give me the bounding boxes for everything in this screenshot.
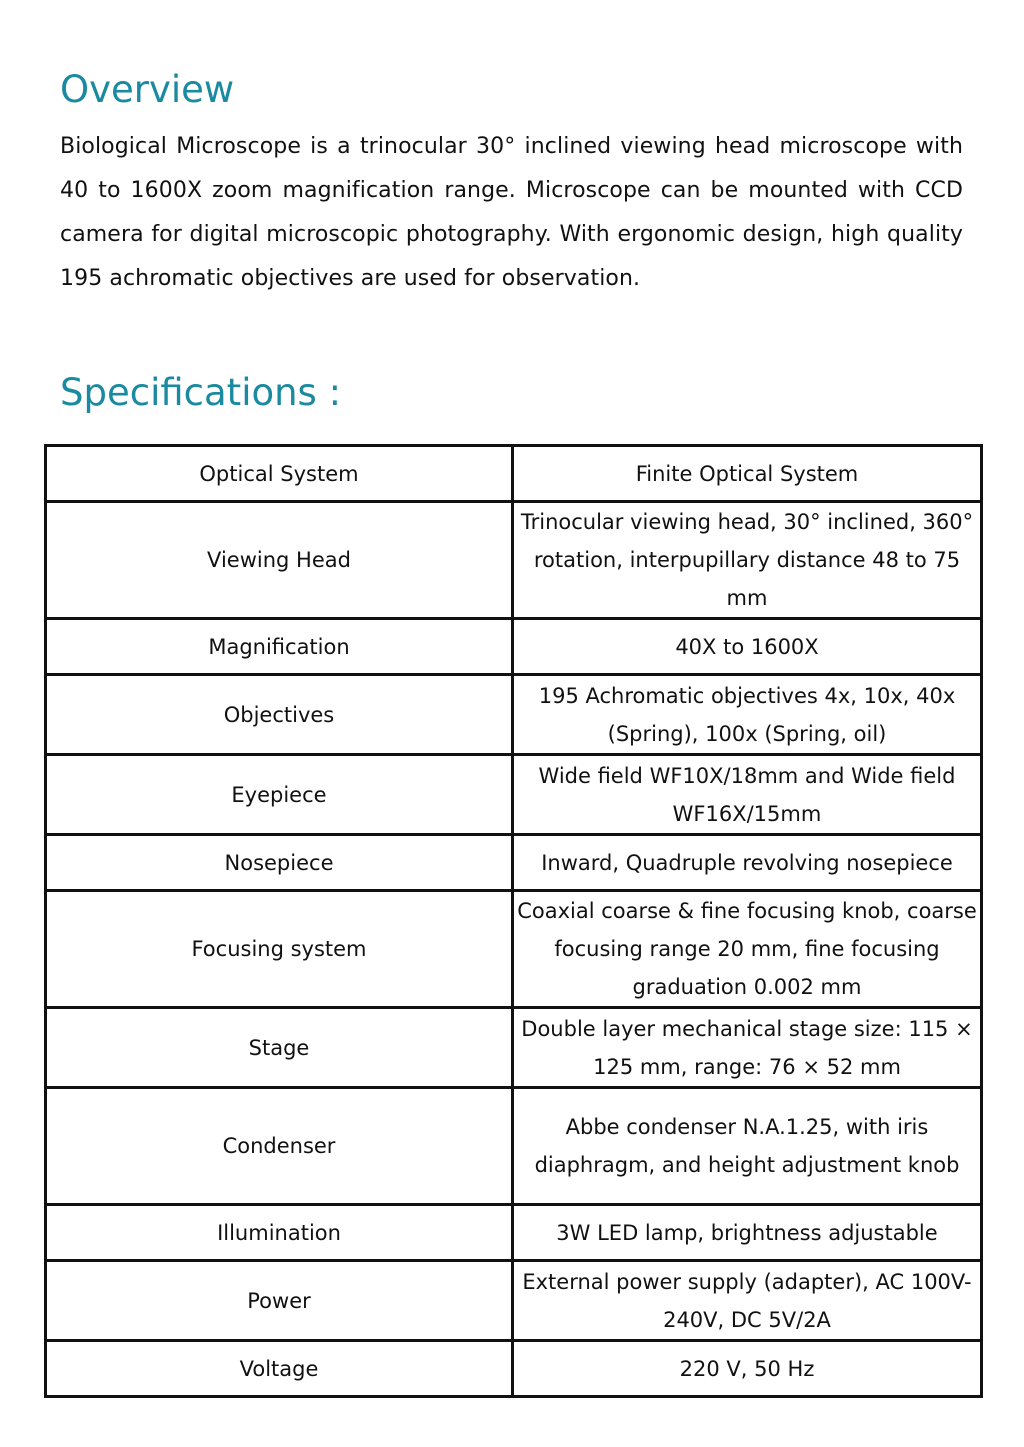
table-row (46, 1261, 982, 1341)
spec-value: Inward, Quadruple revolving nosepiece (513, 835, 982, 891)
spec-value: 220 V, 50 Hz (513, 1341, 982, 1397)
spec-label: Magnification (46, 619, 513, 675)
spec-value: Double layer mechanical stage size: 115 × 125 mm, range: 76 × 52 mm (513, 1008, 982, 1088)
table-row (46, 675, 982, 755)
spec-label: Objectives (46, 675, 513, 755)
table-row (46, 502, 982, 619)
spec-value: Finite Optical System (513, 446, 982, 502)
spec-value: Trinocular viewing head, 30° inclined, 360° rotation, interpupillary distance 48 to 75 mm (513, 502, 982, 619)
table-row (46, 891, 982, 1008)
table-row (46, 1008, 982, 1088)
spec-value: 40X to 1600X (513, 619, 982, 675)
spec-value: Wide field WF10X/18mm and Wide field WF16X/15mm (513, 755, 982, 835)
spec-label: Power (46, 1261, 513, 1341)
spec-label: Nosepiece (46, 835, 513, 891)
overview-paragraph: Biological Microscope is a trinocular 30° inclined viewing head microscope with 40 to 1600X zoom magnification range. Microscope can be mounted with CCD camera for digital microscopic photography. With ergonomic design, high quality 195 achromatic objectives are used for observation. (60, 134, 963, 291)
spec-label: Eyepiece (46, 755, 513, 835)
spec-value: 3W LED lamp, brightness adjustable (513, 1205, 982, 1261)
overview-heading: Overview (60, 68, 235, 111)
specifications-heading: Specifications : (60, 371, 342, 414)
table-row (46, 755, 982, 835)
spec-label: Viewing Head (46, 502, 513, 619)
spec-value: 195 Achromatic objectives 4x, 10x, 40x (Spring), 100x (Spring, oil) (513, 675, 982, 755)
table-row (46, 835, 982, 891)
spec-label: Condenser (46, 1088, 513, 1205)
spec-value: Coaxial coarse & fine focusing knob, coarse focusing range 20 mm, fine focusing graduation 0.002 mm (513, 891, 982, 1008)
spec-label: Stage (46, 1008, 513, 1088)
spec-label: Illumination (46, 1205, 513, 1261)
table-row (46, 1205, 982, 1261)
spec-value: External power supply (adapter), AC 100V-240V, DC 5V/2A (513, 1261, 982, 1341)
spec-value: Abbe condenser N.A.1.25, with iris diaphragm, and height adjustment knob (513, 1088, 982, 1205)
table-row (46, 1341, 982, 1397)
spec-label: Focusing system (46, 891, 513, 1008)
spec-label: Voltage (46, 1341, 513, 1397)
table-row (46, 1088, 982, 1205)
table-row (46, 619, 982, 675)
spec-label: Optical System (46, 446, 513, 502)
specifications-table (44, 444, 983, 1398)
table-row (46, 446, 982, 502)
